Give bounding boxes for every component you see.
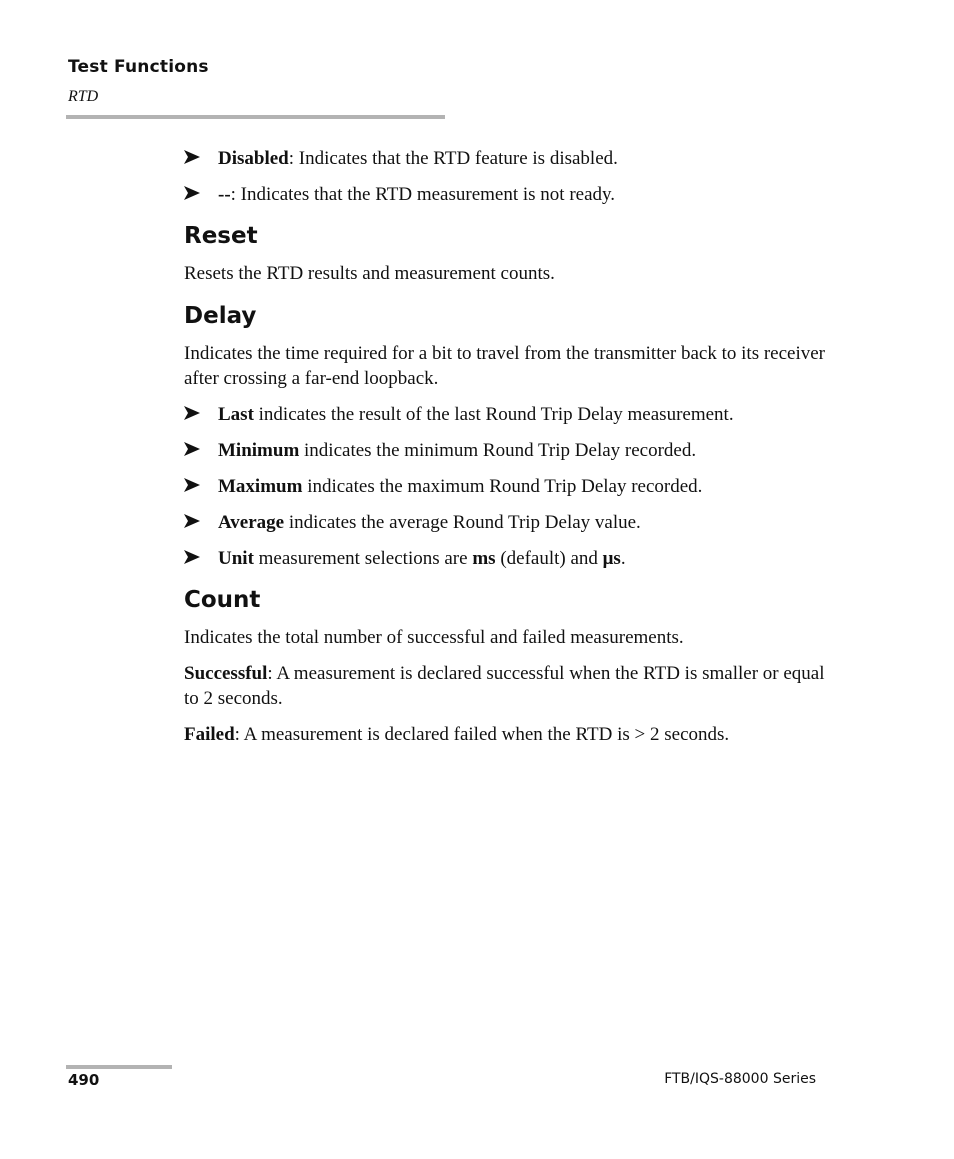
arrow-bullet-icon <box>184 549 200 565</box>
count-description: Indicates the total number of successful and failed measurements. <box>184 627 684 648</box>
reset-heading: Reset <box>184 223 258 249</box>
bullet-text: : Indicates that the RTD feature is disabled. <box>288 148 618 169</box>
bullet-text: indicates the maximum Round Trip Delay recorded. <box>302 476 703 497</box>
page-number: 490 <box>68 1071 100 1089</box>
bullet-minimum <box>184 438 834 463</box>
bullet-maximum <box>184 474 834 499</box>
bullet-term: Average <box>218 512 285 533</box>
bullet-text: measurement selections are <box>253 548 473 569</box>
unit-option-us: μs <box>602 548 621 569</box>
bullet-term: Unit <box>218 548 254 569</box>
delay-heading: Delay <box>184 303 257 329</box>
failed-text: : A measurement is declared failed when the RTD is > 2 seconds. <box>234 724 730 745</box>
term-successful: Successful <box>184 663 268 684</box>
bullet-term: Minimum <box>218 440 300 461</box>
header-subsection-title: RTD <box>68 88 99 105</box>
product-series: FTB/IQS-88000 Series <box>664 1071 816 1087</box>
bullet-text: indicates the average Round Trip Delay value. <box>284 512 641 533</box>
unit-option-ms: ms <box>472 548 496 569</box>
bullet-average <box>184 510 834 535</box>
bullet-last <box>184 402 834 427</box>
bullet-unit <box>184 546 834 571</box>
count-heading: Count <box>184 587 261 613</box>
bullet-disabled <box>184 146 834 171</box>
header-divider <box>66 115 445 119</box>
bullet-term: Disabled <box>218 148 289 169</box>
arrow-bullet-icon <box>184 477 200 493</box>
header-section-title: Test Functions <box>68 57 209 77</box>
arrow-bullet-icon <box>184 185 200 201</box>
page-content <box>184 146 834 758</box>
arrow-bullet-icon <box>184 513 200 529</box>
arrow-bullet-icon <box>184 149 200 165</box>
delay-description: Indicates the time required for a bit to travel from the transmitter back to its receiver after crossing a far-end loopback. <box>184 343 825 389</box>
bullet-text: (default) and <box>495 548 603 569</box>
bullet-text: : Indicates that the RTD measurement is not ready. <box>230 184 616 205</box>
arrow-bullet-icon <box>184 405 200 421</box>
bullet-term: -- <box>218 184 231 205</box>
footer-divider <box>66 1065 172 1069</box>
term-failed: Failed <box>184 724 235 745</box>
reset-description: Resets the RTD results and measurement counts. <box>184 263 555 284</box>
bullet-text: indicates the minimum Round Trip Delay recorded. <box>299 440 697 461</box>
bullet-text: indicates the result of the last Round Trip Delay measurement. <box>253 404 734 425</box>
successful-text: : A measurement is declared successful when the RTD is smaller or equal to 2 seconds. <box>184 663 825 709</box>
bullet-term: Maximum <box>218 476 303 497</box>
bullet-not-ready <box>184 182 834 207</box>
count-successful <box>184 661 834 711</box>
count-failed <box>184 722 834 747</box>
bullet-text: . <box>620 548 626 569</box>
bullet-term: Last <box>218 404 254 425</box>
arrow-bullet-icon <box>184 441 200 457</box>
